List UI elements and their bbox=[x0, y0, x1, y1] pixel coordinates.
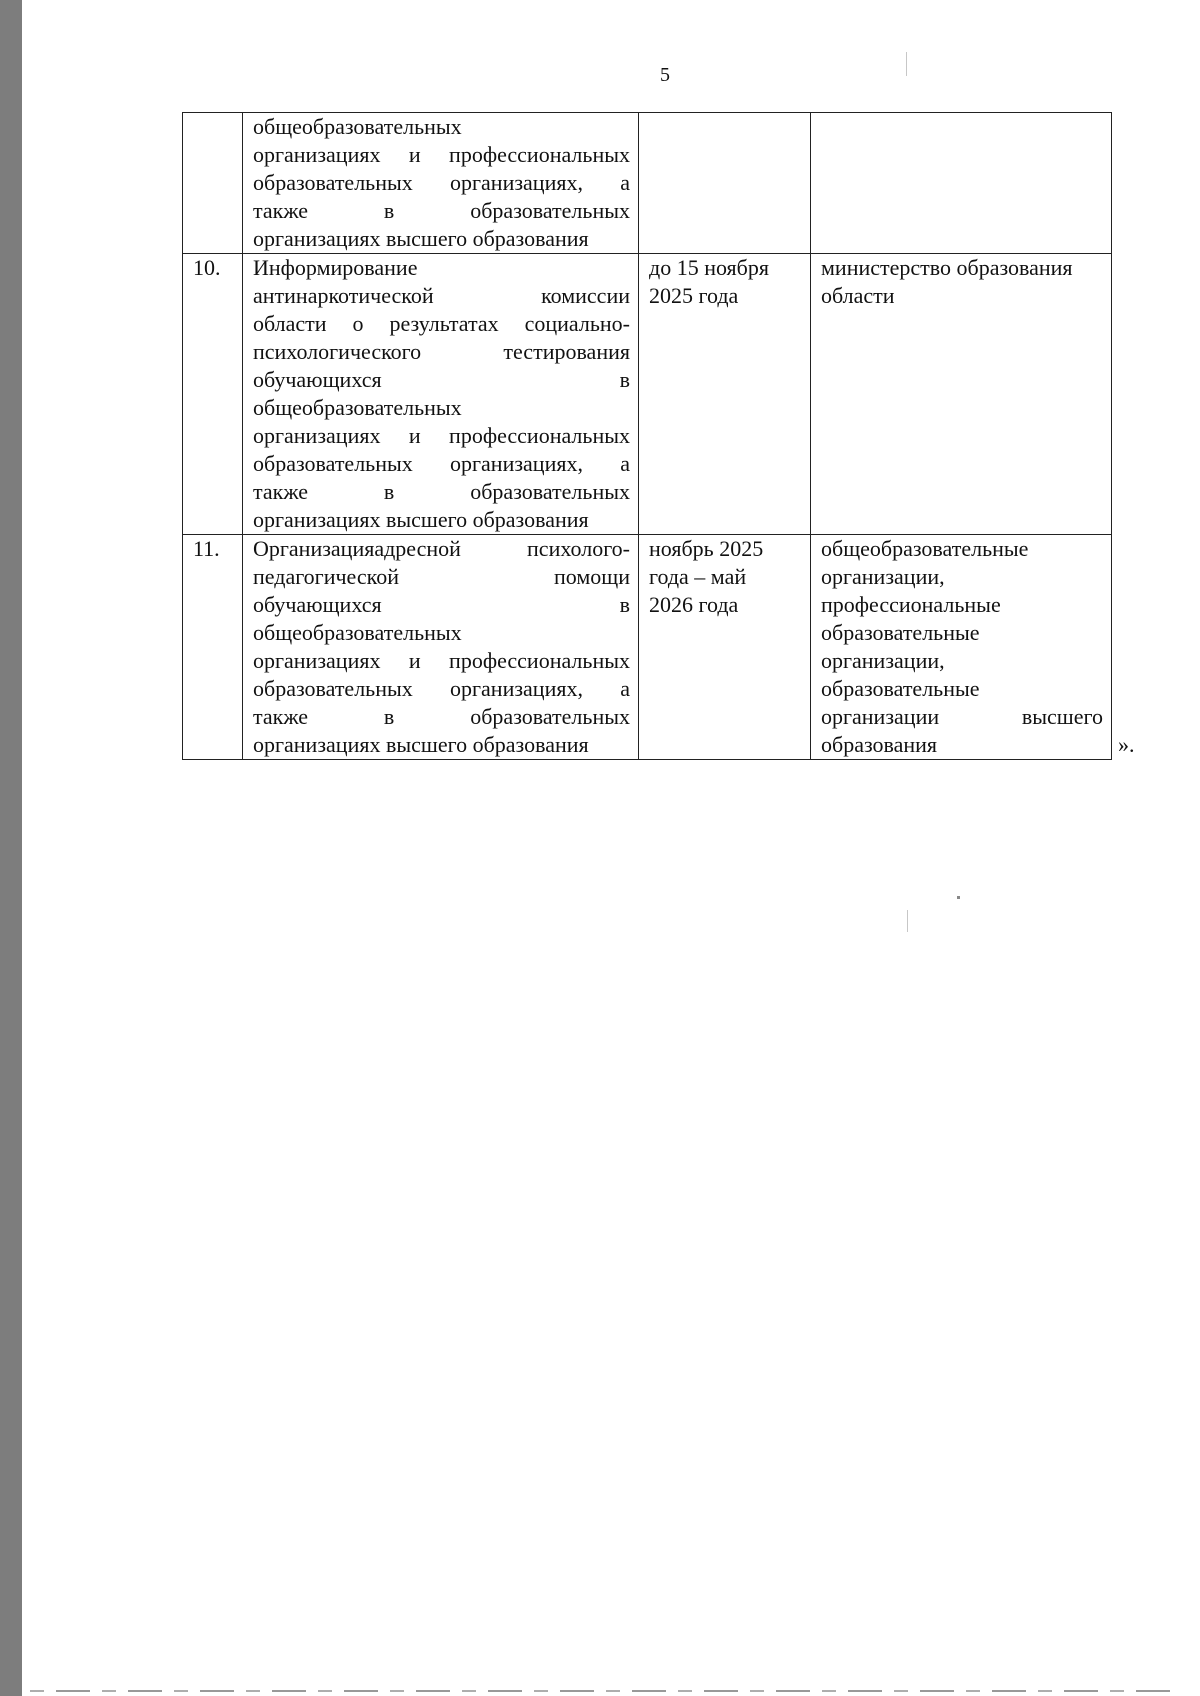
description-line: обучающихся в bbox=[253, 592, 630, 617]
description-line: Организацияадресной психолого- bbox=[253, 536, 630, 561]
description-line: психологического тестирования bbox=[253, 339, 630, 364]
description-line: образовательных организациях, а bbox=[253, 676, 630, 701]
description-line: общеобразовательных bbox=[253, 114, 462, 139]
responsible-cell bbox=[811, 254, 1112, 535]
measure-description bbox=[243, 113, 639, 254]
description-line: также в образовательных bbox=[253, 704, 630, 729]
responsible-cell bbox=[811, 535, 1112, 760]
description-line: общеобразовательных bbox=[253, 395, 462, 420]
description-line: образовательных организациях, а bbox=[253, 451, 630, 476]
viewer-left-edge bbox=[0, 0, 22, 1696]
row-number bbox=[183, 113, 243, 254]
description-line: организациях и профессиональных bbox=[253, 423, 630, 448]
responsible-line: организации, bbox=[821, 648, 945, 673]
measure-description bbox=[243, 535, 639, 760]
row-number: 11. bbox=[183, 535, 243, 760]
responsible-line: общеобразовательные bbox=[821, 536, 1029, 561]
closing-quote: ». bbox=[1118, 732, 1135, 757]
deadline-cell bbox=[639, 113, 811, 254]
responsible-line: министерство образования bbox=[821, 255, 1073, 280]
description-line: также в образовательных bbox=[253, 479, 630, 504]
deadline-line: 2025 года bbox=[649, 283, 739, 308]
description-line: области о результатах социально- bbox=[253, 311, 630, 336]
description-line: организациях высшего образования bbox=[253, 732, 589, 757]
responsible-line: организации высшего bbox=[821, 704, 1103, 729]
scan-artifact bbox=[957, 896, 960, 899]
responsible-line: организации, bbox=[821, 564, 945, 589]
description-line: организациях высшего образования bbox=[253, 226, 589, 251]
responsible-line: области bbox=[821, 283, 895, 308]
deadline-line: года – май bbox=[649, 564, 747, 589]
scan-artifact bbox=[906, 52, 907, 76]
scan-artifact bbox=[30, 1690, 1170, 1692]
responsible-line: профессиональные bbox=[821, 592, 1001, 617]
measures-table bbox=[182, 112, 1112, 760]
deadline-cell bbox=[639, 254, 811, 535]
deadline-line: 2026 года bbox=[649, 592, 739, 617]
deadline-line: ноябрь 2025 bbox=[649, 536, 764, 561]
responsible-line: образовательные bbox=[821, 620, 980, 645]
description-line: также в образовательных bbox=[253, 198, 630, 223]
description-line: образовательных организациях, а bbox=[253, 170, 630, 195]
table-row bbox=[183, 535, 1112, 760]
description-line: общеобразовательных bbox=[253, 620, 462, 645]
scan-artifact bbox=[907, 910, 908, 932]
deadline-cell bbox=[639, 535, 811, 760]
responsible-cell bbox=[811, 113, 1112, 254]
page-number: 5 bbox=[660, 64, 670, 86]
responsible-line: образовательные bbox=[821, 676, 980, 701]
deadline-line: до 15 ноября bbox=[649, 255, 769, 280]
table-row bbox=[183, 254, 1112, 535]
table-row bbox=[183, 113, 1112, 254]
description-line: организациях и профессиональных bbox=[253, 142, 630, 167]
description-line: Информирование bbox=[253, 255, 418, 280]
row-number: 10. bbox=[183, 254, 243, 535]
responsible-line: образования bbox=[821, 732, 938, 757]
description-line: обучающихся в bbox=[253, 367, 630, 392]
description-line: антинаркотической комиссии bbox=[253, 283, 630, 308]
measure-description bbox=[243, 254, 639, 535]
description-line: педагогической помощи bbox=[253, 564, 630, 589]
description-line: организациях и профессиональных bbox=[253, 648, 630, 673]
description-line: организациях высшего образования bbox=[253, 507, 589, 532]
